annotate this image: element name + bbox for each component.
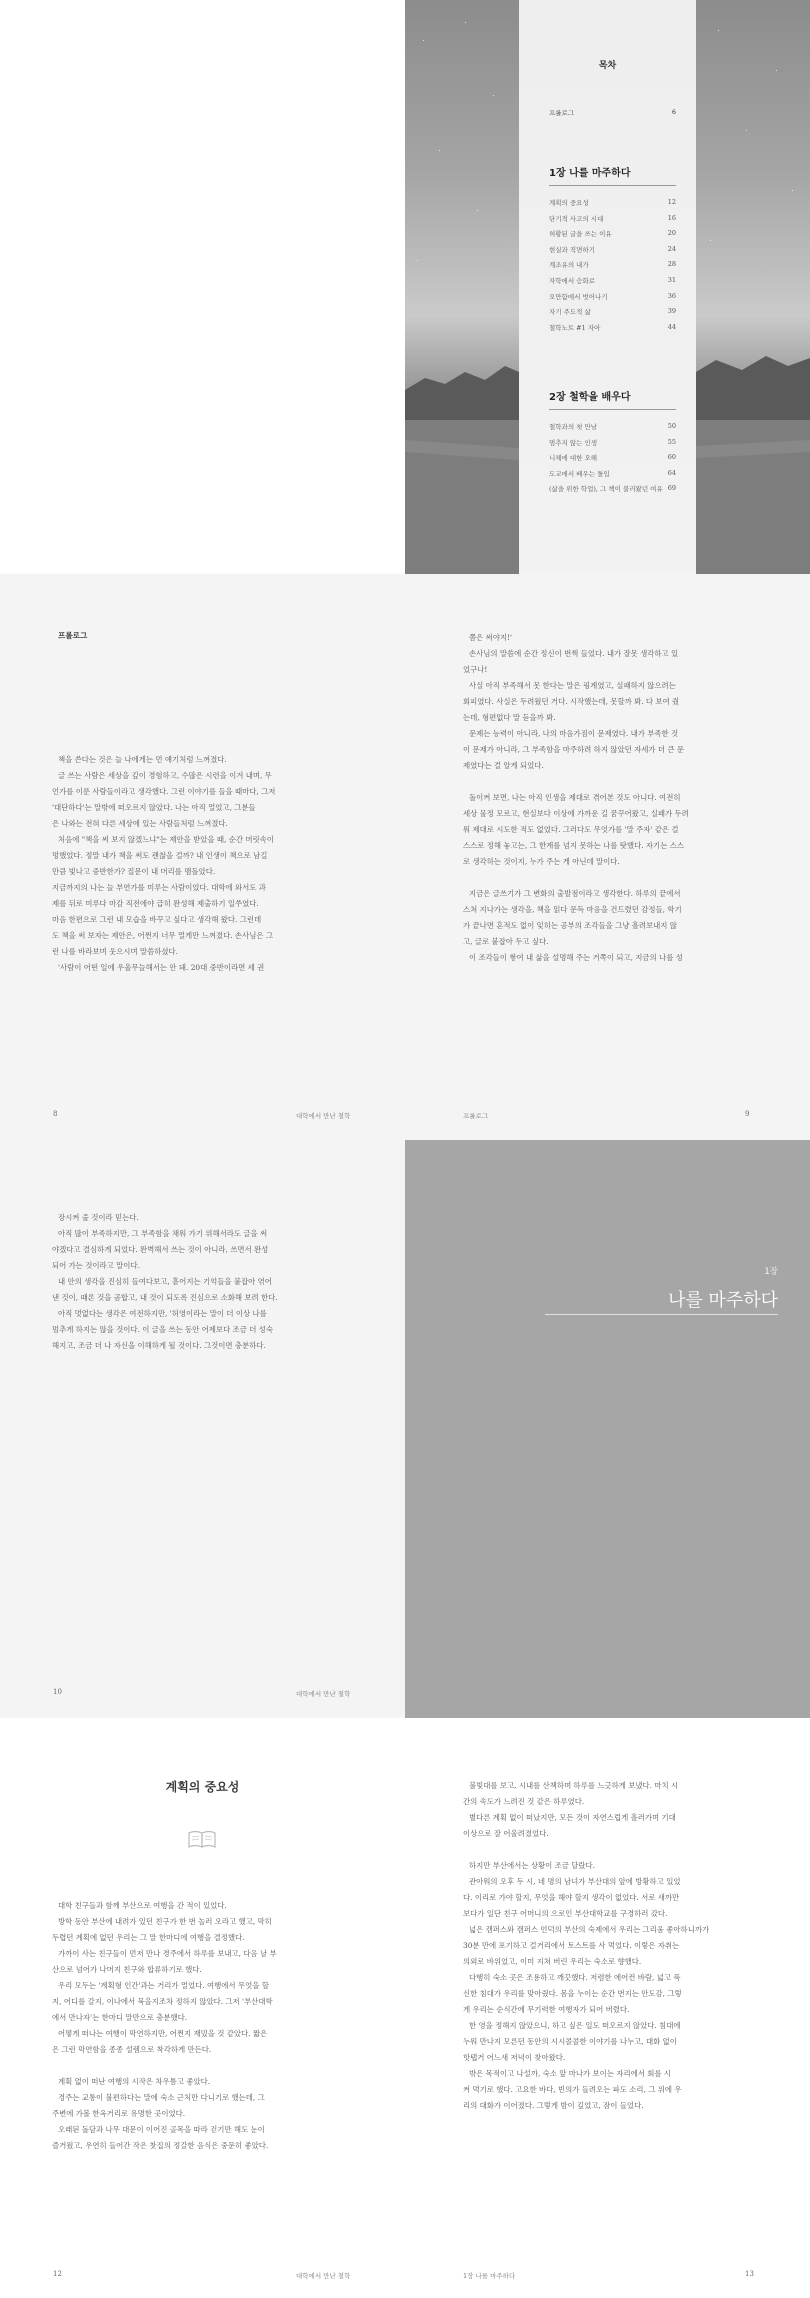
paragraph-gap <box>463 870 779 886</box>
toc-item-page: 64 <box>667 468 676 477</box>
text-line: 은 그런 막연함을 종종 설렘으로 착각하게 만든다. <box>52 2045 212 2054</box>
text-line: 세상 물정 모르고, 현실보다 이상에 가까운 길 꿈꾸어왔고, 실패가 두려 <box>463 809 689 818</box>
text-line: 가까이 사는 친구들이 먼저 만나 경주에서 하루를 보내고, 다음 날 부 <box>58 1949 277 1958</box>
section-title: 계획의 중요성 <box>165 1780 240 1794</box>
text-line: 대학 친구들과 함께 부산으로 여행을 간 적이 있었다. <box>58 1901 227 1910</box>
toc-item-label: 허황된 글을 쓰는 이유 <box>549 230 612 239</box>
text-line: 리의 대화가 이어졌다. 그렇게 밤이 깊었고, 잠이 들었다. <box>463 2101 644 2110</box>
toc-chapter1-heading[interactable]: 1장 나를 마주하다 <box>549 164 676 186</box>
text-line: 제를 뒤로 미루다 마감 직전에야 급히 완성해 제출하기 일쑤였다. <box>52 899 259 908</box>
toc-photo-left <box>405 0 519 574</box>
text-line: 의외로 바위었고, 이미 지쳐 버린 우리는 숙소로 향했다. <box>463 1957 642 1966</box>
text-line: 이 조각들이 쌓여 내 삶을 설명해 주는 거쪽이 되고, 지금의 나를 성 <box>469 953 683 962</box>
toc-item-page: 60 <box>667 453 676 462</box>
toc-item[interactable] <box>549 245 676 254</box>
toc-item-label: 단기적 사고의 시대 <box>549 214 604 223</box>
text-line: 런 나를 바라보며 웃으시며 말씀하셨다. <box>52 947 178 956</box>
prologue-right-body <box>463 630 779 966</box>
text-line: 다. 이리로 가야 할지, 무엇을 해야 할지 생각이 없었다. 서로 새까만 <box>463 1893 680 1902</box>
toc-item-page: 36 <box>667 291 676 300</box>
toc-item-page: 12 <box>667 198 676 206</box>
toc-item[interactable] <box>549 453 676 462</box>
text-line: 불빛대를 보고, 시내를 산책하며 하루를 느긋하게 보냈다. 마치 시 <box>469 1781 679 1790</box>
text-line: 손사님의 말씀에 순간 정신이 번쩍 들었다. 내가 잘못 생각하고 있 <box>469 649 679 658</box>
chapter-number: 1장 <box>764 1267 778 1277</box>
toc-item-label: 현실과 직면하기 <box>549 245 596 254</box>
text-line: 문제는 능력이 아니라, 나의 마음가짐이 문제였다. 내가 부족한 것 <box>469 729 679 738</box>
toc-item-page: 24 <box>667 244 676 253</box>
text-line: 누워 만나지 모른던 동안의 시시콜콜한 이야기를 나누고, 대화 없이 <box>463 2037 677 2046</box>
text-line: 방학 동안 부산에 내려가 있던 친구가 한 번 놀러 오라고 했고, 막히 <box>58 1917 272 1926</box>
text-line: 도 책을 써 보자는 제안은, 어쩐지 너무 멀게만 느껴졌다. 손사님은 그 <box>52 931 273 940</box>
chapter-opener-page <box>405 1140 810 1718</box>
running-title-13: 1장 나를 마주하다 <box>463 2272 516 2280</box>
toc-item-page: 44 <box>667 322 676 331</box>
text-line: 책을 쓴다는 것은 늘 나에게는 먼 얘기처럼 느껴졌다. <box>58 755 227 764</box>
text-line: 가 끝나면 흔적도 없이 잊히는 공부의 조각들을 그냥 흘려보내지 않 <box>463 921 677 930</box>
toc-item-page: 28 <box>667 260 676 269</box>
text-line: 간의 속도가 느려진 것 같은 하루였다. <box>463 1797 585 1806</box>
text-line: 넓은 캠퍼스와 캠퍼스 언덕의 부산의 숙제에서 우리는 그리움 좋아하니까가 <box>469 1925 710 1934</box>
toc-photo-right <box>696 0 810 574</box>
page-12-body <box>52 1898 372 2154</box>
toc-item[interactable] <box>549 229 676 238</box>
text-line: 켜 먹기로 했다. 고요한 바다, 빈의가 들려오는 파도 소리, 그 위에 우 <box>463 2085 682 2094</box>
text-line: 즐거웠고, 우연히 들어간 작은 찻집의 정갈한 음식은 중문히 좋았다. <box>52 2141 269 2150</box>
text-line: 사실 아직 부족해서 못 한다는 말은 핑계였고, 실패하지 않으려는 <box>469 681 676 690</box>
text-line: 핫탭거 어느새 저녁이 찾아왔다. <box>463 2053 566 2062</box>
text-line: 신한 침대가 우리를 맞아줬다. 몸을 누이는 순간 번지는 안도감, 그렇 <box>463 1989 682 1998</box>
text-line: 에서 만나자'는 한마디 말만으로 충분했다. <box>52 2013 188 2022</box>
text-line: 스스로 정해 놓고는, 그 한계를 넘지 못하는 나를 탓했다. 자기는 스스 <box>463 841 684 850</box>
text-line: 보다가 일단 친구 어머니의 으로인 부산대학교를 구경하러 갔다. <box>463 1909 668 1918</box>
text-line: 지금까지의 나는 늘 부연가를 미루는 사람이었다. 대학에 와서도 과 <box>52 883 266 892</box>
toc-item-page: 55 <box>667 437 676 446</box>
toc-item-label: 계조유의 내가 <box>549 261 589 270</box>
text-line: 게 우리는 순식간에 무기력한 여행자가 되어 버렸다. <box>463 2005 630 2014</box>
toc-item-page: 20 <box>667 229 676 238</box>
toc-spread <box>0 0 810 574</box>
toc-item[interactable] <box>549 292 676 301</box>
text-line: 는데, 형편없다 말 듣을까 봐. <box>463 713 556 722</box>
running-title-8: 대학에서 만난 철학 <box>296 1112 351 1120</box>
text-line: 스쳐 지나가는 생각을, 책을 읽다 문득 마음을 건드렸던 감정들, 학기 <box>463 905 682 914</box>
prologue-heading: 프롤로그 <box>58 631 88 640</box>
text-line: 돌이켜 보면, 나는 아직 인생을 제대로 겪어본 것도 아니다. 여전히 <box>469 793 681 802</box>
toc-item-label: 계획의 중요성 <box>549 199 589 207</box>
toc-title: 목차 <box>598 61 617 71</box>
text-line: 내 안의 생각을 진심히 들여다보고, 흩어지는 기억들을 붙잡아 엮어 <box>58 1277 272 1286</box>
text-line: 쯤은 써야지!' <box>469 633 513 642</box>
page-13 <box>405 1718 810 2298</box>
book-icon <box>188 1830 216 1848</box>
page-number-9: 9 <box>745 1110 750 1118</box>
prologue-page-left <box>0 574 405 1140</box>
chapter-title: 나를 마주하다 <box>667 1290 778 1311</box>
text-line: 해지고, 조금 더 나 자신을 이해하게 될 것이다. 그것이면 충분하다. <box>52 1341 266 1350</box>
text-line: 이 문제가 아니라, 그 부족함을 마주하려 하지 않았던 자세가 더 큰 문 <box>463 745 684 754</box>
page-12 <box>0 1718 405 2298</box>
toc-item[interactable] <box>549 214 676 223</box>
toc-item[interactable] <box>549 276 676 285</box>
toc-item-label: 자학에서 승화로 <box>549 277 596 285</box>
text-line: 오래된 돌담과 나무 대문이 이어진 골목을 따라 걷기만 해도 눈이 <box>58 2125 265 2134</box>
toc-item[interactable] <box>549 438 676 447</box>
text-line: 처음에 "책을 써 보지 않겠느냐"는 제안을 받았을 때, 순간 머릿속이 <box>58 835 274 844</box>
toc-item[interactable] <box>549 484 676 493</box>
toc-item[interactable] <box>549 307 676 316</box>
toc-item-page: 16 <box>667 213 676 222</box>
text-line: 어떻게 떠나는 여행이 막연하지만, 어쩐지 재밌을 것 같았다. 짧은 <box>58 2029 268 2038</box>
chapter1-spread <box>0 1718 810 2298</box>
running-title-12: 대학에서 만난 철학 <box>296 2272 351 2280</box>
text-line: 은 나와는 전혀 다른 세상에 있는 사람들처럼 느껴졌다. <box>52 819 228 828</box>
mountain-silhouette-right <box>696 0 810 574</box>
toc-prologue-page: 6 <box>671 108 676 116</box>
chapter-title-rule <box>545 1314 778 1315</box>
paragraph-gap <box>52 2058 372 2074</box>
text-line: 30분 만에 포기하고 걸거리에서 토스트를 사 먹었다. 이렇은 자취는 <box>463 1941 680 1950</box>
running-title-10: 대학에서 만난 철학 <box>296 1690 351 1698</box>
text-line: 이상으로 잘 어울려졌었다. <box>463 1829 549 1838</box>
mountain-silhouette-left <box>405 0 519 574</box>
text-line: 만큼 빛나고 중반한가? 질문이 내 머리를 맴돌았다. <box>52 867 216 876</box>
text-line: 밖은 목적이고 나설까, 숙소 앞 마나가 보이는 자리에서 회를 시 <box>469 2069 671 2078</box>
text-line: 마음 한편으로 그런 내 모습을 바꾸고 싶다고 생각해 왔다. 그런데 <box>52 915 262 924</box>
toc-item-label: 도교에서 배우는 돌입 <box>549 469 610 478</box>
text-line: 었구나! <box>463 665 488 674</box>
toc-item-label: (삶을 위한 학업), 그 책이 불러왔던 여유 <box>549 485 663 494</box>
text-line: '대단하다'는 말밖에 떠오르지 않았다. 나는 아직 멀었고, 그분들 <box>52 803 256 812</box>
toc-item-label: 오만함에서 벗어나기 <box>549 292 608 301</box>
text-line: 멍했었다. 정말 내가 책을 써도 괜찮을 걸까? 내 인생이 책으로 남길 <box>52 851 268 860</box>
text-line: 고, 글로 붙잡아 두고 싶다. <box>463 937 549 946</box>
text-line: 관아워의 오후 두 시, 네 명의 남녀가 부산대의 앞에 방황하고 있었 <box>469 1877 681 1886</box>
text-line: 우리 모두는 '계획형 인간'과는 거리가 멀었다. 여행에서 무엇을 할 <box>58 1981 269 1990</box>
text-line: 되어 가는 것이라고 말이다. <box>52 1261 140 1270</box>
text-line: 글 쓰는 사람은 세상을 깊이 경험하고, 수많은 시련을 이겨 내며, 무 <box>58 771 272 780</box>
toc-chapter2-heading[interactable]: 2장 철학을 배우다 <box>549 388 676 410</box>
text-line: 장시켜 줄 것이라 믿는다. <box>58 1213 139 1222</box>
text-line: 한 영을 정해지 않았으니, 하고 싶은 일도 떠오르지 않았다. 침대에 <box>469 2021 681 2030</box>
toc-item-label: 멈추지 않는 인생 <box>549 438 598 447</box>
text-line: 로 생각하는 것이지, 누가 주는 게 아닌데 말이다. <box>463 857 620 866</box>
text-line: 계획 없이 떠난 여행의 시작은 차우틈고 좋았다. <box>58 2077 211 2086</box>
text-line: 별다른 계획 없이 떠났지만, 모든 것이 자연스럽게 흘러가며 기대 <box>469 1813 676 1822</box>
toc-prologue[interactable] <box>549 108 676 117</box>
toc-item[interactable] <box>549 260 676 269</box>
toc-item-label: 철학노트 #1 자아 <box>549 323 601 332</box>
text-line: '사람이 어떤 일에 우울무늘해서는 안 돼. 20대 중반이라면 세 권 <box>58 963 265 972</box>
paragraph-gap <box>463 1842 779 1858</box>
text-line: 제였다는 걸 알게 되었다. <box>463 761 544 770</box>
toc-item-page: 69 <box>667 484 676 493</box>
toc-panel <box>519 0 696 574</box>
text-line: 다행히 숙소 곳은 조용하고 깨끗했다. 저렴한 에어컨 바람, 넓고 푹 <box>469 1973 681 1982</box>
toc-item-label: 자기 주도적 삶 <box>549 308 591 317</box>
text-line: 언가를 이룬 사람들이라고 생각했다. 그런 이야기를 들을 때마다, 그저 <box>52 787 276 796</box>
prologue-spread <box>0 574 810 1140</box>
toc-item-page: 39 <box>667 307 676 316</box>
toc-item[interactable] <box>549 469 676 478</box>
toc-page <box>405 0 810 574</box>
text-line: 지, 어디를 갈지, 이나에서 묵을지조차 정하지 않았다. 그저 '부산대학 <box>52 1997 273 2006</box>
text-line: 아직 많이 부족하지만, 그 부족함을 채워 가기 위해서라도 글을 써 <box>58 1229 268 1238</box>
text-line: 지금은 글쓰기가 그 변화의 출발점이라고 생각한다. 하루의 끝에서 <box>469 889 681 898</box>
toc-item-label: 니체에 대한 오해 <box>549 454 598 463</box>
blank-page <box>0 0 405 574</box>
text-line: 산으로 넘어가 나머지 친구와 합류하기로 했다. <box>52 1965 202 1974</box>
page-number-13: 13 <box>745 2270 754 2278</box>
text-line: 야겠다고 결심하게 되었다. 완벽해서 쓰는 것이 아니라, 쓰면서 완성 <box>52 1245 269 1254</box>
toc-prologue-label: 프롤로그 <box>549 109 575 117</box>
page-10 <box>0 1140 405 1718</box>
running-title-9: 프롤로그 <box>463 1112 489 1120</box>
chapter-opener-spread <box>0 1140 810 1718</box>
text-line: 아직 멋없다는 생각은 여전하지만, '허영이라는 말이 더 이상 나를 <box>58 1309 267 1318</box>
toc-item-page: 50 <box>667 422 676 430</box>
paragraph-gap <box>463 774 779 790</box>
toc-item-page: 31 <box>667 276 676 284</box>
text-line: 두렵던 계획에 없던 우리는 그 말 한마디에 여행을 결정했다. <box>52 1933 245 1942</box>
text-line: 경주는 교통이 불편하다는 말에 숙소 근처만 다니기로 했는데, 그 <box>58 2093 265 2102</box>
page-10-body <box>52 1210 372 1354</box>
toc-item[interactable] <box>549 422 676 431</box>
text-line: 워 제대로 시도한 적도 없었다. 그러다도 무엇가를 '말 주자' 같은 걸 <box>463 825 679 834</box>
text-line: 회피였다. 사실은 두려웠던 거다. 시작했는데, 못할까 봐. 다 보여 줬 <box>463 697 680 706</box>
toc-item-label: 철학과의 첫 만남 <box>549 423 598 431</box>
text-line: 낸 것이, 때론 것을 곰합고, 내 것이 되도록 진심으로 소화해 보려 한다. <box>52 1293 278 1302</box>
text-line: 하지만 부산에서는 상황이 조금 달랐다. <box>469 1861 595 1870</box>
page-number-10: 10 <box>53 1688 62 1696</box>
text-line: 주변에 가볼 한옥거리로 유명한 곳이었다. <box>52 2109 186 2118</box>
page-number-8: 8 <box>53 1110 58 1118</box>
toc-item[interactable] <box>549 198 676 207</box>
text-line: 멈추게 하지는 않을 것이다. 이 글을 쓰는 동안 어제보다 조금 더 성숙 <box>52 1325 273 1334</box>
prologue-left-body <box>52 752 372 976</box>
prologue-page-right <box>405 574 810 1140</box>
page-number-12: 12 <box>53 2270 62 2278</box>
toc-item[interactable] <box>549 323 676 332</box>
page-13-body <box>463 1778 779 2114</box>
